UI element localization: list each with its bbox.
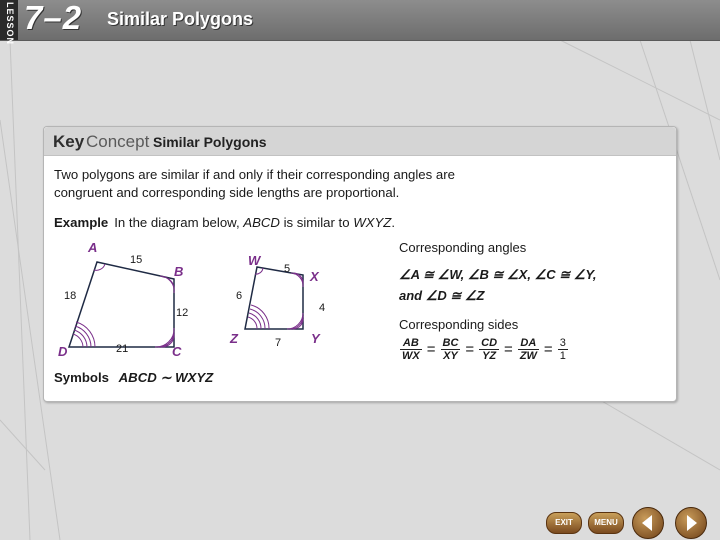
ratio-da-zw [518,337,539,362]
ratio-ab-wx [400,337,422,362]
previous-button[interactable] [632,507,664,539]
side-ab-label: 15 [130,254,143,266]
side-wx-label: 5 [284,263,291,275]
side-xy-label: 4 [319,302,326,314]
example-label: Example [54,215,109,230]
concept-word: Concept [86,132,150,151]
example-abcd: ABCD [243,215,280,230]
lesson-word: LESSON [5,2,15,46]
ratio-bc-xy [441,337,461,362]
card-title: Similar Polygons [153,134,267,150]
right-arrow-icon [676,508,706,538]
side-yz-label: 7 [275,337,282,349]
polygon-abcd [69,262,174,347]
ratio-num: 3 [559,337,566,349]
angle-y-arc [287,313,303,329]
ratio-num: AB [400,337,422,350]
vertex-x-label: X [310,269,319,284]
vertex-c-label: C [172,344,182,359]
key-word: Key [53,132,85,151]
lesson-header [0,0,720,46]
ratio-den: YZ [482,350,497,362]
corresponding-angles-label: Corresponding angles [399,240,527,255]
vertex-z-label: Z [230,331,238,346]
equals-sign: = [426,341,436,358]
next-button[interactable] [675,507,707,539]
ratio-cd-yz [479,337,499,362]
ratio-3-1 [558,337,568,362]
side-ratios [399,337,569,362]
angle-z-arc [248,305,269,329]
lesson-title: Similar Polygons [107,9,254,29]
similar-polygons-diagram [44,127,384,401]
lesson-tab [0,0,18,46]
ratio-num: CD [481,337,498,349]
angles-line-2: and ∠D ≅ ∠Z [399,288,485,303]
ratio-den: WX [402,350,420,362]
similarity-statement: ABCD ∼ WXYZ [118,370,214,385]
equals-sign: = [465,341,475,358]
definition-text: Two polygons are similar if and only if their corresponding angles are congruent and corresponding side lengths are proportional. [54,167,455,200]
side-bc-label: 12 [176,307,189,319]
left-arrow-icon [633,508,663,538]
equals-sign: = [543,341,553,358]
example-text-end: . [391,215,395,230]
symbols-line [54,370,213,386]
ratio-den: XY [443,350,458,362]
key-concept-card [43,126,677,402]
side-da-label: 18 [64,290,77,302]
vertex-w-label: W [248,253,261,268]
angles-line-1: ∠A ≅ ∠W, ∠B ≅ ∠X, ∠C ≅ ∠Y, [399,267,597,282]
equals-sign: = [504,341,513,358]
lesson-number: 7–2 [24,0,83,36]
vertex-d-label: D [58,344,68,359]
exit-button[interactable]: EXIT [546,512,582,534]
side-cd-label: 21 [116,343,129,355]
example-text-mid: is similar to [279,215,354,230]
ratio-num: BC [442,337,459,349]
side-zw-label: 6 [236,290,243,302]
example-wxyz: WXYZ [353,215,392,230]
example-text-pre: In the diagram below, [114,215,244,230]
corresponding-sides-label: Corresponding sides [399,317,519,332]
ratio-den: ZW [519,350,537,362]
vertex-b-label: B [174,264,184,279]
menu-button[interactable]: MENU [588,512,624,534]
symbols-label: Symbols [54,370,109,385]
vertex-a-label: A [88,240,98,255]
ratio-den: 1 [559,350,566,362]
vertex-y-label: Y [311,331,320,346]
ratio-num: DA [518,337,539,350]
